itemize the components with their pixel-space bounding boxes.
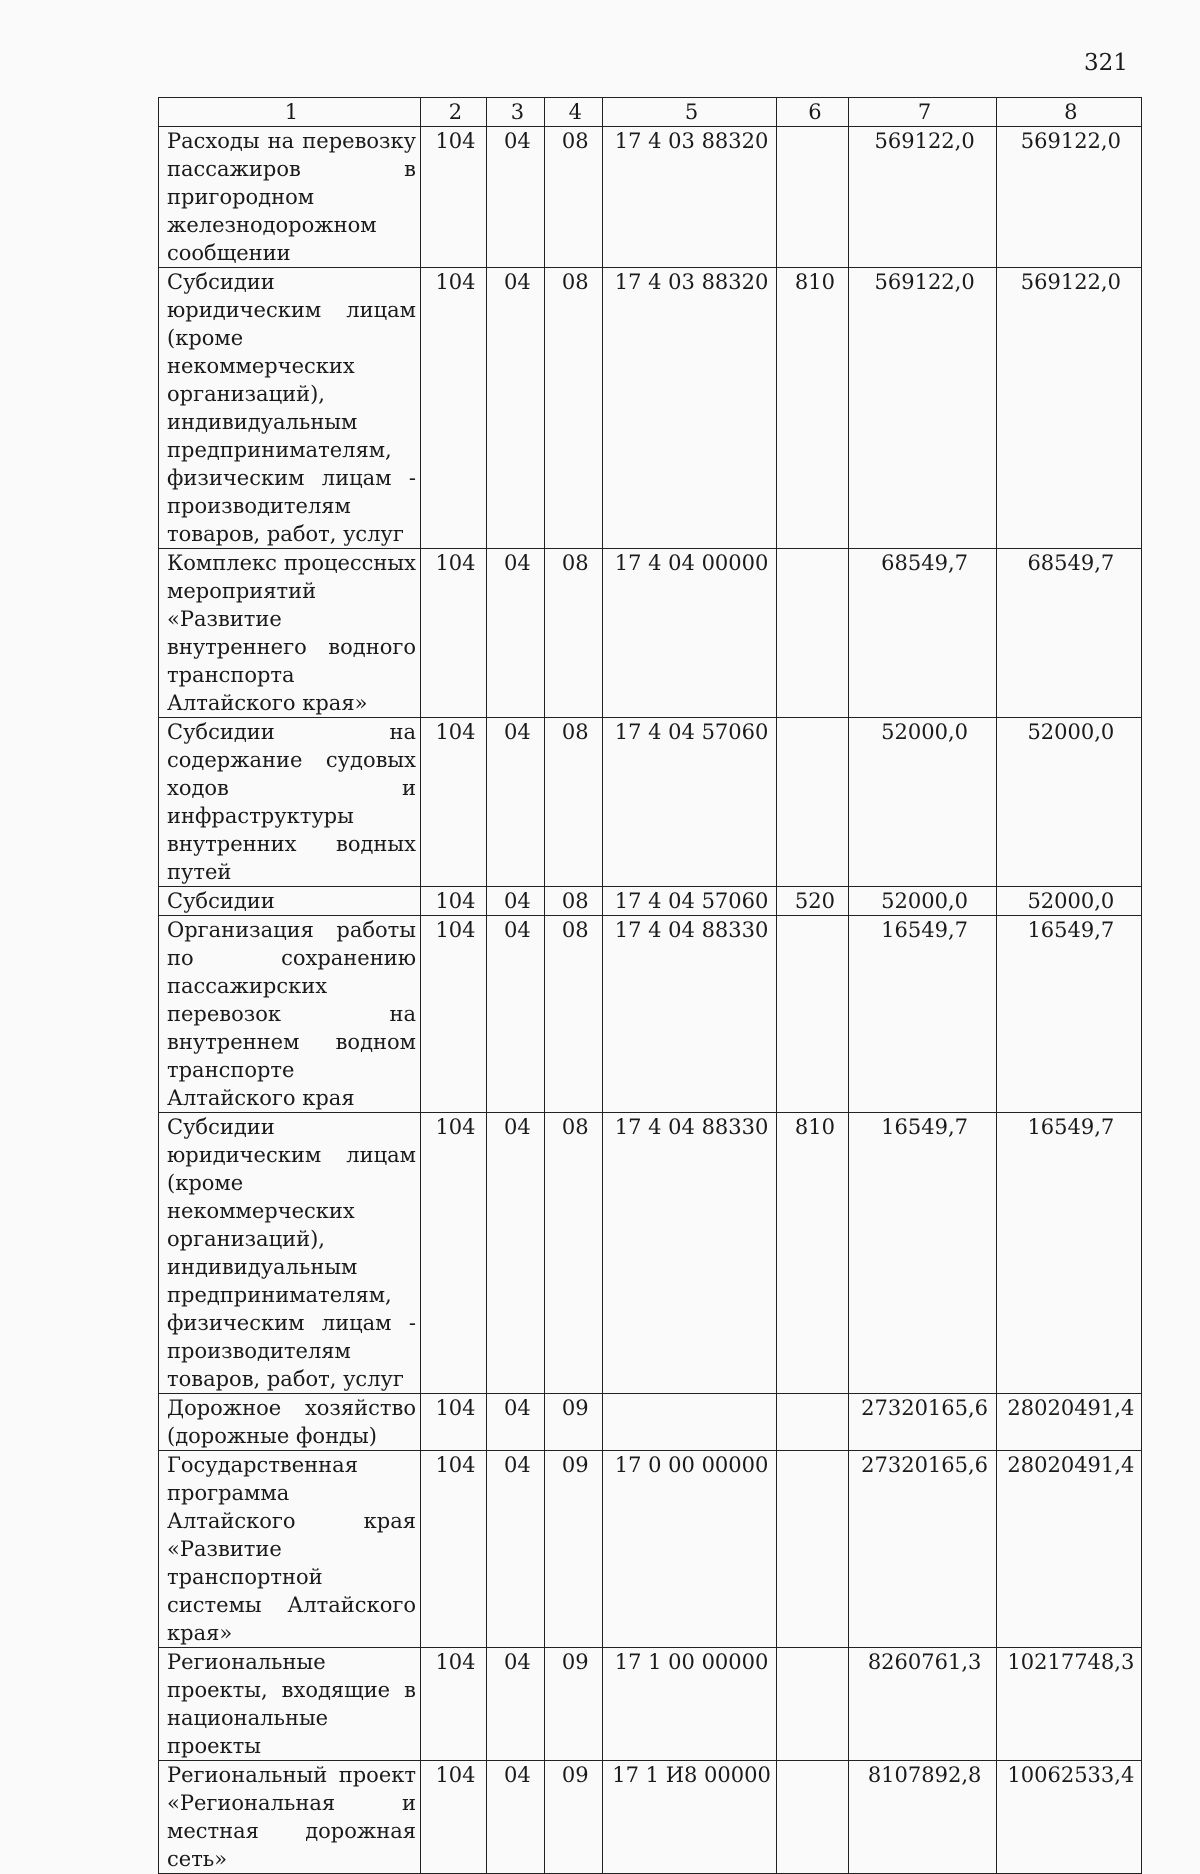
target-article-cell: 17 4 04 00000 (602, 549, 777, 718)
row-name-cell: Расходы на перевозку пассажиров в пригородном железнодорожном сообщении (159, 127, 421, 268)
target-article-cell: 17 4 04 88330 (602, 916, 777, 1113)
table-row (159, 718, 1142, 887)
row-name-cell: Государственная программа Алтайского края «Развитие транспортной системы Алтайского края» (159, 1451, 421, 1648)
table-row (159, 887, 1142, 916)
subsection-cell: 08 (544, 718, 602, 887)
amount-cell: 16549,7 (849, 916, 996, 1113)
amount-cell: 569122,0 (996, 268, 1141, 549)
amount-cell: 27320165,6 (849, 1394, 996, 1451)
amount-cell: 27320165,6 (849, 1451, 996, 1648)
expense-type-cell (777, 1761, 849, 1874)
row-name-cell: Региональные проекты, входящие в национальные проекты (159, 1648, 421, 1761)
amount-cell: 8260761,3 (849, 1648, 996, 1761)
column-header: 5 (602, 98, 777, 127)
amount-cell: 569122,0 (849, 268, 996, 549)
amount-cell: 68549,7 (996, 549, 1141, 718)
section-cell: 04 (486, 887, 544, 916)
amount-cell: 8107892,8 (849, 1761, 996, 1874)
expense-type-cell (777, 1451, 849, 1648)
table-row (159, 549, 1142, 718)
row-name-cell: Комплекс процессных мероприятий «Развитие внутреннего водного транспорта Алтайского края» (159, 549, 421, 718)
expense-type-cell (777, 549, 849, 718)
row-name-cell: Субсидии юридическим лицам (кроме некоммерческих организаций), индивидуальным предпринимателям, физическим лицам - производителям товаров, работ, услуг (159, 268, 421, 549)
amount-cell: 16549,7 (996, 916, 1141, 1113)
table-row (159, 1451, 1142, 1648)
section-cell: 04 (486, 1113, 544, 1394)
row-name-cell: Региональный проект «Региональная и местная дорожная сеть» (159, 1761, 421, 1874)
target-article-cell: 17 1 И8 00000 (602, 1761, 777, 1874)
expense-type-cell: 520 (777, 887, 849, 916)
subsection-cell: 08 (544, 268, 602, 549)
section-cell: 04 (486, 718, 544, 887)
subsection-cell: 08 (544, 549, 602, 718)
column-header: 1 (159, 98, 421, 127)
target-article-cell: 17 0 00 00000 (602, 1451, 777, 1648)
row-name-cell: Дорожное хозяйство (дорожные фонды) (159, 1394, 421, 1451)
table-row (159, 268, 1142, 549)
subsection-cell: 08 (544, 916, 602, 1113)
section-cell: 04 (486, 1761, 544, 1874)
column-header: 6 (777, 98, 849, 127)
amount-cell: 68549,7 (849, 549, 996, 718)
code-cell: 104 (420, 1648, 486, 1761)
amount-cell: 569122,0 (849, 127, 996, 268)
amount-cell: 28020491,4 (996, 1451, 1141, 1648)
row-name-cell: Организация работы по сохранению пассажирских перевозок на внутреннем водном транспорте Алтайского края (159, 916, 421, 1113)
target-article-cell: 17 4 04 57060 (602, 718, 777, 887)
row-name-cell: Субсидии на содержание судовых ходов и инфраструктуры внутренних водных путей (159, 718, 421, 887)
code-cell: 104 (420, 268, 486, 549)
amount-cell: 52000,0 (849, 718, 996, 887)
section-cell: 04 (486, 268, 544, 549)
table-row (159, 1648, 1142, 1761)
code-cell: 104 (420, 1113, 486, 1394)
amount-cell: 28020491,4 (996, 1394, 1141, 1451)
target-article-cell: 17 4 03 88320 (602, 268, 777, 549)
subsection-cell: 09 (544, 1648, 602, 1761)
code-cell: 104 (420, 916, 486, 1113)
code-cell: 104 (420, 718, 486, 887)
target-article-cell: 17 1 00 00000 (602, 1648, 777, 1761)
section-cell: 04 (486, 1451, 544, 1648)
column-header: 2 (420, 98, 486, 127)
subsection-cell: 08 (544, 127, 602, 268)
subsection-cell: 09 (544, 1394, 602, 1451)
expense-type-cell: 810 (777, 268, 849, 549)
subsection-cell: 08 (544, 887, 602, 916)
table-row (159, 127, 1142, 268)
amount-cell: 569122,0 (996, 127, 1141, 268)
expense-type-cell (777, 1648, 849, 1761)
section-cell: 04 (486, 549, 544, 718)
amount-cell: 16549,7 (849, 1113, 996, 1394)
code-cell: 104 (420, 1394, 486, 1451)
target-article-cell: 17 4 04 88330 (602, 1113, 777, 1394)
expense-type-cell (777, 718, 849, 887)
amount-cell: 52000,0 (996, 718, 1141, 887)
subsection-cell: 09 (544, 1761, 602, 1874)
code-cell: 104 (420, 549, 486, 718)
expense-type-cell: 810 (777, 1113, 849, 1394)
header-row (159, 98, 1142, 127)
column-header: 8 (996, 98, 1141, 127)
section-cell: 04 (486, 916, 544, 1113)
page-number: 321 (1084, 50, 1128, 76)
code-cell: 104 (420, 887, 486, 916)
amount-cell: 16549,7 (996, 1113, 1141, 1394)
column-header: 4 (544, 98, 602, 127)
row-name-cell: Субсидии (159, 887, 421, 916)
expense-type-cell (777, 1394, 849, 1451)
table-row (159, 1394, 1142, 1451)
table-row (159, 1761, 1142, 1874)
table-row (159, 1113, 1142, 1394)
column-header: 3 (486, 98, 544, 127)
section-cell: 04 (486, 1648, 544, 1761)
section-cell: 04 (486, 127, 544, 268)
code-cell: 104 (420, 1761, 486, 1874)
row-name-cell: Субсидии юридическим лицам (кроме некоммерческих организаций), индивидуальным предпринимателям, физическим лицам - производителям товаров, работ, услуг (159, 1113, 421, 1394)
budget-table (158, 97, 1142, 1874)
expense-type-cell (777, 916, 849, 1113)
amount-cell: 52000,0 (849, 887, 996, 916)
section-cell: 04 (486, 1394, 544, 1451)
code-cell: 104 (420, 1451, 486, 1648)
expense-type-cell (777, 127, 849, 268)
subsection-cell: 09 (544, 1451, 602, 1648)
amount-cell: 10062533,4 (996, 1761, 1141, 1874)
target-article-cell: 17 4 03 88320 (602, 127, 777, 268)
table-row (159, 916, 1142, 1113)
amount-cell: 10217748,3 (996, 1648, 1141, 1761)
subsection-cell: 08 (544, 1113, 602, 1394)
column-header: 7 (849, 98, 996, 127)
amount-cell: 52000,0 (996, 887, 1141, 916)
code-cell: 104 (420, 127, 486, 268)
target-article-cell (602, 1394, 777, 1451)
target-article-cell: 17 4 04 57060 (602, 887, 777, 916)
